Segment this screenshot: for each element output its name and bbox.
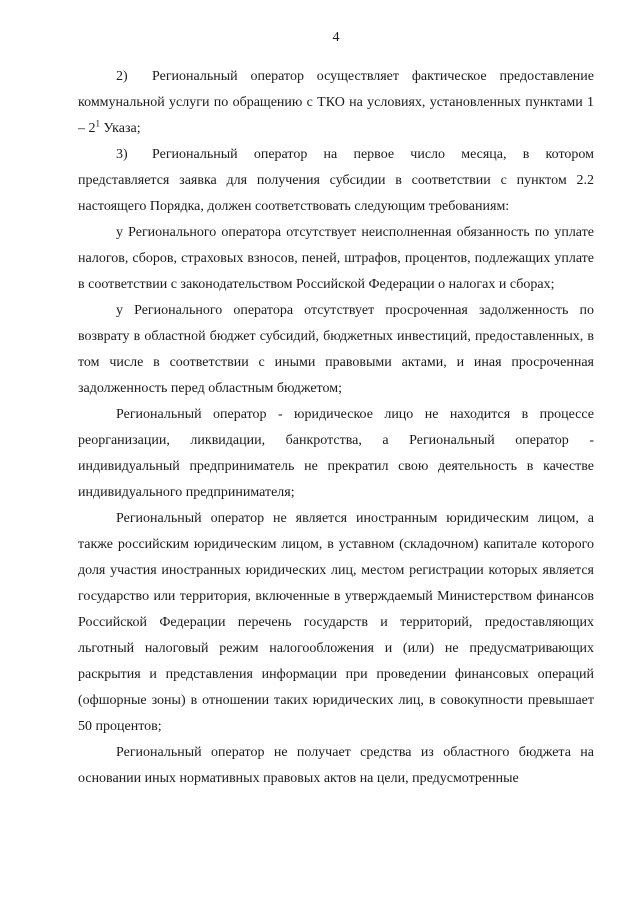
paragraph-no-budget-debt: у Регионального оператора отсутствует просроченная задолженность по возврату в областной бюджет субсидий, бюджетных инвестиций, предоставленных, в том числе в соответствии с иными правовыми актами, и иная просроченная задолженность перед областным бюджетом; [78, 303, 594, 396]
paragraph-no-tax-debt: у Регионального оператора отсутствует неисполненная обязанность по уплате налогов, сборов, страховых взносов, пеней, штрафов, процентов, подлежащих уплате в соответствии с законодательством Российской Федерации о налогах и сборах; [78, 225, 594, 292]
paragraph-not-foreign-entity: Региональный оператор не является иностранным юридическим лицом, а также российским юридическим лицом, в уставном (складочном) капитале которого доля участия иностранных юридических лиц, местом регистрации которых является государство или территория, включенные в утверждаемый Министерством финансов Российской Федерации перечень государств и территорий, предоставляющих льготный налоговый режим налогообложения и (или) не предусматривающих раскрытия и представления информации при проведении финансовых операций (офшорные зоны) в отношении таких юридических лиц, в совокупности превышает 50 процентов; [78, 511, 594, 734]
paragraph-item-3 [78, 142, 594, 220]
paragraph-text: Региональный оператор на первое число месяца, в котором представляется заявка для получения субсидии в соответствии с пунктом 2.2 настоящего Порядка, должен соответствовать следующим требованиям: [78, 147, 594, 214]
paragraph-text: Региональный оператор осуществляет фактическое предоставление коммунальной услуги по обращению с ТКО на условиях, установленных пунктами 1 – 2 [78, 69, 594, 136]
item-number: 3) [116, 147, 128, 162]
superscript: 1 [95, 118, 100, 129]
paragraph-no-other-funding: Региональный оператор не получает средства из областного бюджета на основании иных нормативных правовых актов на цели, предусмотренные [78, 745, 594, 786]
paragraph-tail: Указа; [100, 121, 141, 136]
paragraph-item-2 [78, 64, 594, 142]
paragraph-no-reorganization: Региональный оператор - юридическое лицо не находится в процессе реорганизации, ликвидации, банкротства, а Региональный оператор - индивидуальный предприниматель не прекратил свою деятельность в качестве индивидуального предпринимателя; [78, 407, 594, 500]
page-number: 4 [332, 30, 340, 45]
item-number: 2) [116, 69, 128, 84]
